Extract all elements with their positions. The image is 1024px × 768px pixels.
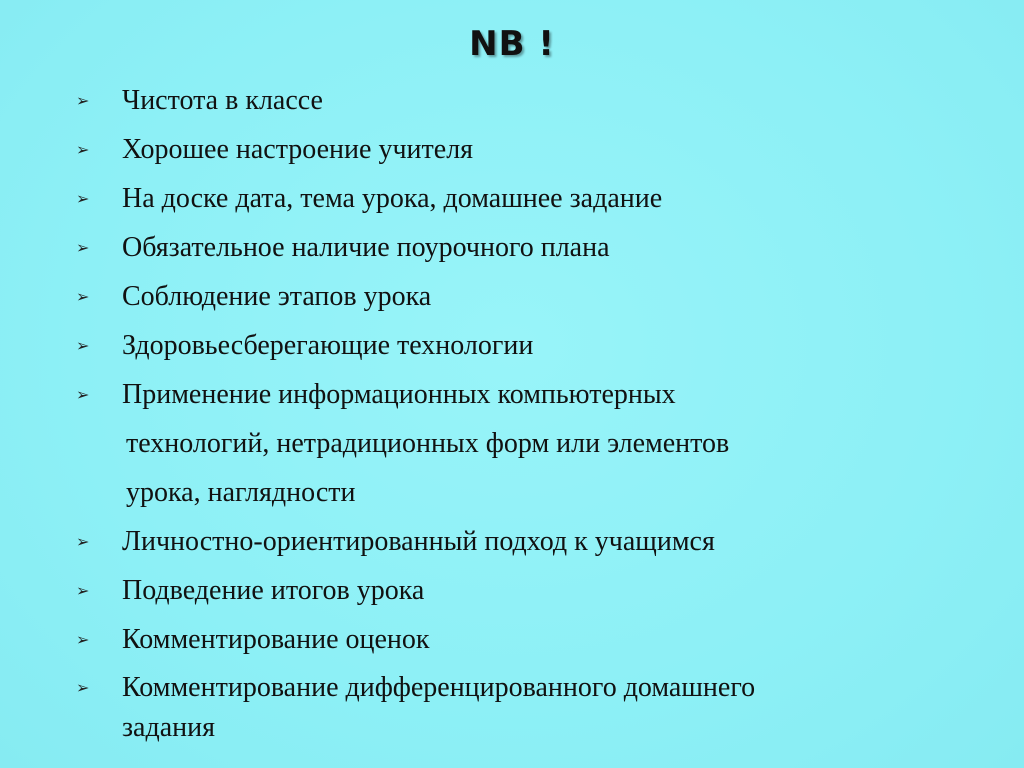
chevron-right-icon: ➢ (76, 678, 90, 697)
list-item (72, 321, 972, 370)
list-item-text: Хорошее настроение учителя (122, 134, 474, 165)
list-item (72, 664, 972, 748)
slide-title: NB ! (469, 24, 555, 64)
chevron-right-icon: ➢ (76, 385, 90, 404)
list-item-text-continuation: задания (122, 712, 216, 743)
list-item (72, 370, 972, 517)
list-item (72, 223, 972, 272)
list-item (72, 272, 972, 321)
chevron-right-icon: ➢ (76, 189, 90, 208)
list-item-text: Здоровьесберегающие технологии (122, 330, 534, 361)
chevron-right-icon: ➢ (76, 336, 90, 355)
list-item-text: Комментирование дифференцированного домашнего (122, 672, 756, 703)
bullet-list (72, 76, 972, 748)
list-item-text: Соблюдение этапов урока (122, 281, 432, 312)
chevron-right-icon: ➢ (76, 581, 90, 600)
chevron-right-icon: ➢ (76, 140, 90, 159)
chevron-right-icon: ➢ (76, 630, 90, 649)
chevron-right-icon: ➢ (76, 238, 90, 257)
list-item-text-continuation: урока, наглядности (126, 477, 356, 508)
list-item (72, 125, 972, 174)
list-item-text-continuation: технологий, нетрадиционных форм или элементов (126, 428, 730, 459)
list-item-text: Комментирование оценок (122, 624, 430, 655)
list-item-text: Чистота в классе (122, 85, 323, 116)
list-item (72, 566, 972, 615)
list-item-text: На доске дата, тема урока, домашнее задание (122, 183, 663, 214)
chevron-right-icon: ➢ (76, 91, 90, 110)
chevron-right-icon: ➢ (76, 287, 90, 306)
list-item-text: Личностно-ориентированный подход к учащимся (122, 526, 715, 557)
list-item-text: Обязательное наличие поурочного плана (122, 232, 610, 263)
list-item (72, 76, 972, 125)
list-item (72, 517, 972, 566)
list-item (72, 174, 972, 223)
list-item-text: Подведение итогов урока (122, 575, 425, 606)
list-item-text: Применение информационных компьютерных (122, 379, 676, 410)
list-item (72, 615, 972, 664)
chevron-right-icon: ➢ (76, 532, 90, 551)
